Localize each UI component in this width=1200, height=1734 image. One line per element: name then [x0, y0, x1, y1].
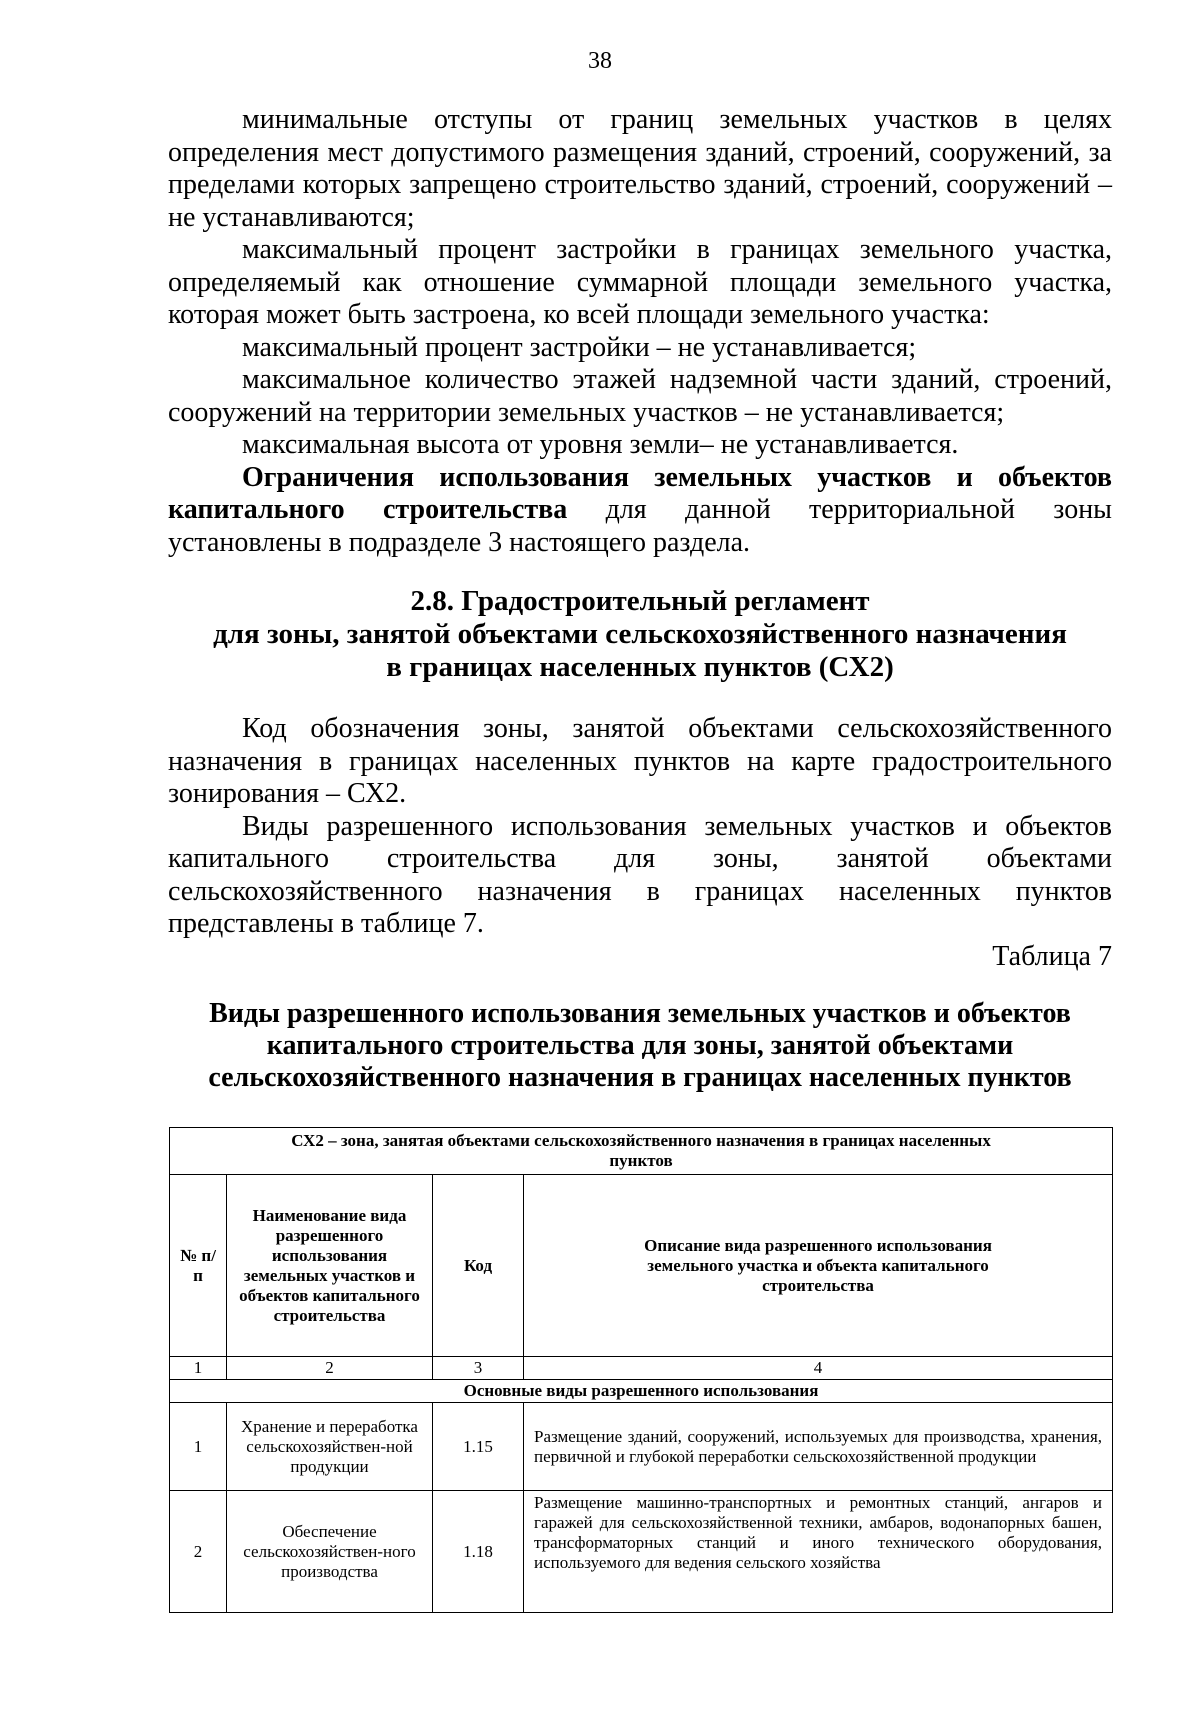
column-number: 3 — [433, 1357, 524, 1380]
row-num: 2 — [170, 1491, 227, 1613]
row-description: Размещение зданий, сооружений, используемых для производства, хранения, первичной и глубокой переработки сельскохозяйственной продукции — [524, 1403, 1113, 1491]
paragraph-zone-code: Код обозначения зоны, занятой объектами сельскохозяйственного назначения в границах населенных пунктов на карте градостроительного зонирования – СХ2. — [168, 713, 1112, 809]
section-heading — [168, 585, 1112, 684]
header-description: Описание вида разрешенного использования земельного участка и объекта капитального строительства — [524, 1175, 1113, 1357]
table-column-numbers-row — [170, 1357, 1113, 1380]
table-section-row — [170, 1380, 1113, 1403]
row-code: 1.15 — [433, 1403, 524, 1491]
table-header-row — [170, 1175, 1113, 1357]
row-code: 1.18 — [433, 1491, 524, 1613]
header-code: Код — [433, 1175, 524, 1357]
middle-text-block — [168, 713, 1112, 973]
row-num: 1 — [170, 1403, 227, 1491]
row-name: Обеспечение сельскохозяйствен-ного производства — [227, 1491, 433, 1613]
table-row — [170, 1403, 1113, 1491]
section-heading-line1: 2.8. Градостроительный регламент — [410, 585, 870, 617]
paragraph-max-coverage-definition: максимальный процент застройки в границах земельного участка, определяемый как отношение суммарной площади земельного участка, которая может быть застроена, ко всей площади земельного участка: — [168, 234, 1112, 330]
table-title-line3: сельскохозяйственного назначения в границах населенных пунктов — [208, 1062, 1072, 1093]
header-name: Наименование вида разрешенного использования земельных участков и объектов капитального строительства — [227, 1175, 433, 1357]
page-number: 38 — [588, 48, 612, 74]
table-label: Таблица 7 — [992, 940, 1112, 972]
restrictions-bold: Ограничения использования земельных участков и объектов капитального строительства — [168, 461, 1112, 525]
section-heading-line2: для зоны, занятой объектами сельскохозяйственного назначения — [213, 618, 1067, 650]
table-title-line2: капитального строительства для зоны, занятой объектами — [266, 1030, 1014, 1061]
paragraph-max-floors: максимальное количество этажей надземной части зданий, строений, сооружений на территории земельных участков – не устанавливается; — [168, 364, 1112, 428]
paragraph-max-height: максимальная высота от уровня земли– не устанавливается. — [242, 429, 959, 460]
zone-header-cell: СХ2 – зона, занятая объектами сельскохозяйственного назначения в границах населенных пунктов — [170, 1128, 1113, 1175]
table-title — [168, 998, 1112, 1094]
paragraph-table-reference: Виды разрешенного использования земельных участков и объектов капитального строительства для зоны, занятой объектами сельскохозяйственного назначения в границах населенных пунктов представлены в таблице 7. — [168, 810, 1112, 939]
section-label-cell: Основные виды разрешенного использования — [170, 1380, 1113, 1403]
column-number: 1 — [170, 1357, 227, 1380]
table-row — [170, 1491, 1113, 1613]
row-name: Хранение и переработка сельскохозяйствен-ной продукции — [227, 1403, 433, 1491]
table-title-line1: Виды разрешенного использования земельных участков и объектов — [209, 998, 1071, 1029]
column-number: 4 — [524, 1357, 1113, 1380]
header-num: № п/п — [170, 1175, 227, 1357]
paragraph-min-setbacks: минимальные отступы от границ земельных участков в целях определения мест допустимого размещения зданий, строений, сооружений, за пределами которых запрещено строительство зданий, строений, сооружений – не устанавливаются; — [168, 104, 1112, 233]
regulation-table — [169, 1127, 1113, 1613]
paragraph-restrictions — [168, 462, 1112, 560]
section-heading-line3: в границах населенных пунктов (СХ2) — [386, 651, 894, 683]
column-number: 2 — [227, 1357, 433, 1380]
paragraph-max-coverage: максимальный процент застройки – не устанавливается; — [242, 331, 917, 363]
row-description: Размещение машинно-транспортных и ремонтных станций, ангаров и гаражей для сельскохозяйственной техники, амбаров, водонапорных башен, трансформаторных станций и иного технического оборудования, используемого для ведения сельского хозяйства — [524, 1491, 1113, 1613]
table-zone-header-row — [170, 1128, 1113, 1175]
top-text-block — [168, 104, 1112, 559]
restrictions-rest: для данной территориальной зоны установлены в подразделе 3 настоящего раздела. — [168, 494, 1112, 558]
